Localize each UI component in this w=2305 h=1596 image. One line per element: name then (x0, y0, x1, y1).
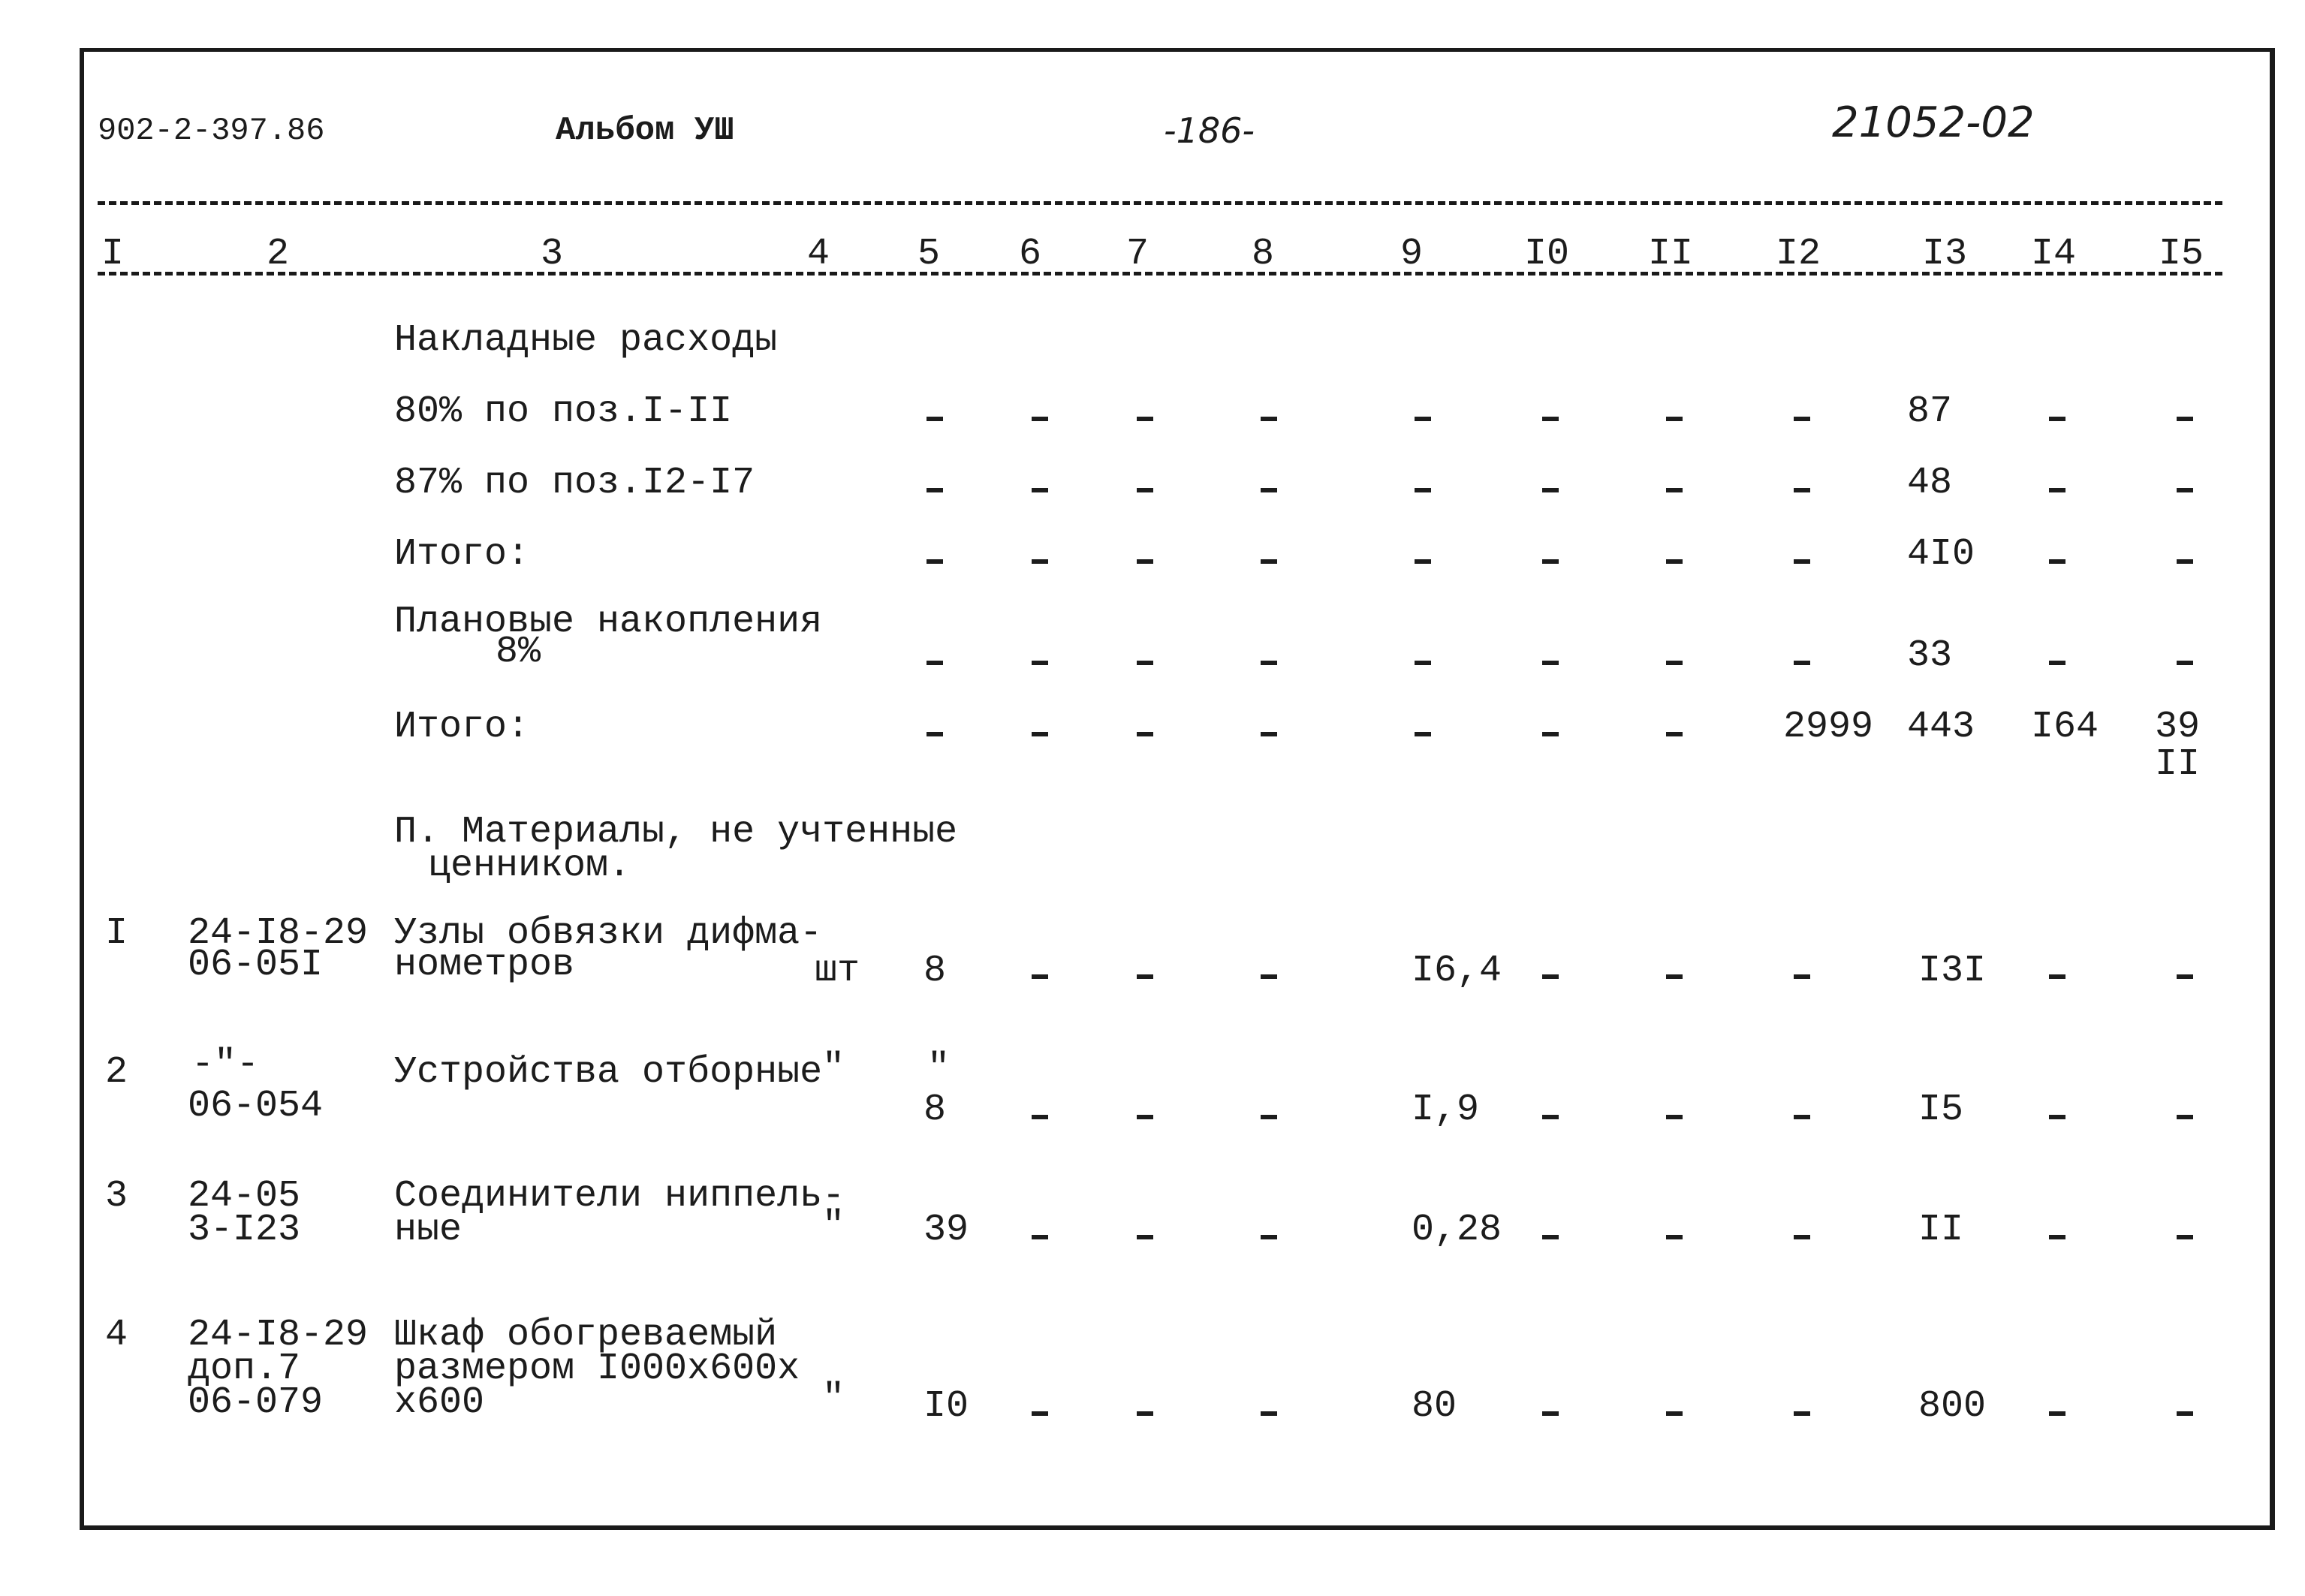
empty-cell-dash (2177, 974, 2193, 979)
section-title: П. Материалы, не учтенные (394, 811, 958, 854)
empty-cell-dash (2049, 974, 2065, 979)
empty-cell-dash (1666, 417, 1683, 421)
empty-cell-dash (1137, 417, 1153, 421)
item-code: -"- (191, 1043, 260, 1086)
empty-cell-dash (1032, 732, 1048, 736)
empty-cell-dash (1415, 417, 1431, 421)
empty-cell-dash (1666, 732, 1683, 736)
empty-cell-dash (2049, 417, 2065, 421)
summary-row-label: Плановые накопления (394, 601, 823, 643)
empty-cell-dash (1261, 661, 1277, 665)
item-code: 06-079 (188, 1381, 324, 1424)
item-value-c9: 80 (1412, 1385, 1457, 1428)
empty-cell-dash (1032, 1235, 1048, 1239)
empty-cell-dash (2177, 1115, 2193, 1119)
empty-cell-dash (2177, 488, 2193, 492)
page-number: -186- (1164, 110, 1255, 151)
item-code: 3-I23 (188, 1209, 301, 1251)
empty-cell-dash (2177, 559, 2193, 564)
item-value-c9: I,9 (1412, 1089, 1480, 1131)
item-unit: шт (815, 950, 860, 992)
empty-cell-dash (1542, 1235, 1559, 1239)
empty-cell-dash (1137, 559, 1153, 564)
item-name: Узлы обвязки дифма- (394, 912, 823, 955)
empty-cell-dash (1794, 488, 1810, 492)
empty-cell-dash (2177, 1411, 2193, 1416)
item-name: Устройства отборные (394, 1051, 823, 1094)
empty-cell-dash (1137, 1115, 1153, 1119)
item-name: х600 (394, 1381, 485, 1424)
empty-cell-dash (1261, 974, 1277, 979)
empty-cell-dash (1542, 974, 1559, 979)
empty-cell-dash (1542, 417, 1559, 421)
empty-cell-dash (1542, 1115, 1559, 1119)
col-header: I2 (1775, 233, 1821, 276)
col-header: 6 (1018, 233, 1042, 276)
empty-cell-dash (1666, 661, 1683, 665)
summary-value: 87 (1907, 390, 1953, 433)
item-code: 24-05 (188, 1175, 301, 1218)
empty-cell-dash (1032, 417, 1048, 421)
empty-cell-dash (1137, 732, 1153, 736)
empty-cell-dash (1261, 488, 1277, 492)
item-code: 24-I8-29 (188, 912, 369, 955)
sheet-number: 21052-02 (1832, 98, 2035, 147)
empty-cell-dash (1794, 661, 1810, 665)
empty-cell-dash (1032, 1411, 1048, 1416)
col-header: 5 (917, 233, 941, 276)
summary-row-label-2: 8% (496, 631, 541, 673)
item-qty: 8 (924, 1089, 947, 1131)
empty-cell-dash (1794, 417, 1810, 421)
empty-cell-dash (1032, 974, 1048, 979)
item-value-c13: I5 (1918, 1089, 1964, 1131)
section-title: ценником. (428, 845, 631, 887)
empty-cell-dash (1032, 1115, 1048, 1119)
col-header: 2 (266, 233, 290, 276)
item-name: размером I000х600х (394, 1348, 800, 1390)
empty-cell-dash (1794, 1115, 1810, 1119)
item-name: нометров (394, 944, 575, 986)
col-header: I5 (2158, 233, 2204, 276)
empty-cell-dash (1261, 1411, 1277, 1416)
summary-value: I64 (2031, 706, 2099, 748)
empty-cell-dash (1666, 559, 1683, 564)
empty-cell-dash (1415, 732, 1431, 736)
empty-cell-dash (1137, 974, 1153, 979)
item-number: 4 (105, 1314, 128, 1357)
summary-row-label: 80% по поз.I-II (394, 390, 733, 433)
summary-row-label: Итого: (394, 706, 530, 748)
empty-cell-dash (1666, 1235, 1683, 1239)
col-header: I4 (2030, 233, 2077, 276)
empty-cell-dash (2049, 488, 2065, 492)
empty-cell-dash (2177, 417, 2193, 421)
col-header: II (1647, 233, 1694, 276)
empty-cell-dash (1794, 559, 1810, 564)
item-value-c13: I3I (1918, 950, 1987, 992)
summary-value: 4I0 (1907, 533, 1975, 576)
col-header: 9 (1400, 233, 1424, 276)
empty-cell-dash (1666, 974, 1683, 979)
empty-cell-dash (1137, 1235, 1153, 1239)
item-code: 06-05I (188, 944, 324, 986)
header-rule-top (98, 201, 2222, 205)
empty-cell-dash (1415, 559, 1431, 564)
item-name: Соединители ниппель- (394, 1175, 845, 1218)
item-qty-mark: " (927, 1047, 951, 1090)
empty-cell-dash (1261, 559, 1277, 564)
summary-row-label: Итого: (394, 533, 530, 576)
summary-row-label: 87% по поз.I2-I7 (394, 462, 755, 504)
col-header: 7 (1125, 233, 1149, 276)
empty-cell-dash (1137, 661, 1153, 665)
empty-cell-dash (1666, 1411, 1683, 1416)
album-label: Альбом УШ (556, 112, 734, 149)
empty-cell-dash (1542, 559, 1559, 564)
empty-cell-dash (1415, 661, 1431, 665)
item-unit: " (822, 1047, 845, 1090)
item-number: I (105, 912, 128, 955)
empty-cell-dash (1666, 1115, 1683, 1119)
summary-value: 48 (1907, 462, 1953, 504)
item-qty: 8 (924, 950, 947, 992)
empty-cell-dash (2049, 661, 2065, 665)
empty-cell-dash (1137, 1411, 1153, 1416)
item-code: 06-054 (188, 1085, 324, 1128)
summary-value: II (2155, 743, 2201, 786)
empty-cell-dash (1666, 488, 1683, 492)
summary-value: 2999 (1783, 706, 1874, 748)
item-number: 3 (105, 1175, 128, 1218)
item-name: Шкаф обогреваемый (394, 1314, 778, 1357)
empty-cell-dash (927, 559, 943, 564)
empty-cell-dash (2177, 661, 2193, 665)
empty-cell-dash (1415, 488, 1431, 492)
empty-cell-dash (1542, 732, 1559, 736)
empty-cell-dash (1261, 1115, 1277, 1119)
col-header: I3 (1921, 233, 1968, 276)
col-header: 8 (1251, 233, 1275, 276)
empty-cell-dash (1542, 488, 1559, 492)
item-code: доп.7 (188, 1348, 301, 1390)
item-value-c13: 800 (1918, 1385, 1987, 1428)
empty-cell-dash (1794, 1411, 1810, 1416)
empty-cell-dash (2177, 1235, 2193, 1239)
col-header: 3 (540, 233, 564, 276)
col-header: 4 (806, 233, 830, 276)
col-header: I (101, 233, 125, 276)
empty-cell-dash (1794, 974, 1810, 979)
item-name: ные (394, 1209, 463, 1251)
item-qty: 39 (924, 1209, 969, 1251)
doc-code: 902-2-397.86 (98, 113, 325, 149)
empty-cell-dash (2049, 559, 2065, 564)
empty-cell-dash (927, 417, 943, 421)
col-header: I0 (1523, 233, 1570, 276)
item-unit: " (822, 1378, 845, 1420)
item-code: 24-I8-29 (188, 1314, 369, 1357)
empty-cell-dash (2049, 1411, 2065, 1416)
item-value-c9: I6,4 (1412, 950, 1502, 992)
summary-row-label: Накладные расходы (394, 319, 778, 362)
summary-value: 33 (1907, 634, 1953, 677)
empty-cell-dash (927, 732, 943, 736)
empty-cell-dash (1542, 661, 1559, 665)
empty-cell-dash (1261, 417, 1277, 421)
header-rule-bottom (98, 272, 2222, 276)
item-number: 2 (105, 1051, 128, 1094)
item-unit: " (822, 1205, 845, 1248)
item-value-c9: 0,28 (1412, 1209, 1502, 1251)
item-value-c13: II (1918, 1209, 1964, 1251)
summary-value: 39 (2155, 706, 2201, 748)
empty-cell-dash (1032, 488, 1048, 492)
empty-cell-dash (1794, 1235, 1810, 1239)
empty-cell-dash (2049, 1235, 2065, 1239)
summary-value: 443 (1907, 706, 1975, 748)
empty-cell-dash (2049, 1115, 2065, 1119)
empty-cell-dash (1032, 559, 1048, 564)
empty-cell-dash (1137, 488, 1153, 492)
empty-cell-dash (1032, 661, 1048, 665)
empty-cell-dash (1261, 1235, 1277, 1239)
empty-cell-dash (927, 488, 943, 492)
empty-cell-dash (1261, 732, 1277, 736)
empty-cell-dash (927, 661, 943, 665)
empty-cell-dash (1542, 1411, 1559, 1416)
item-qty: I0 (924, 1385, 969, 1428)
